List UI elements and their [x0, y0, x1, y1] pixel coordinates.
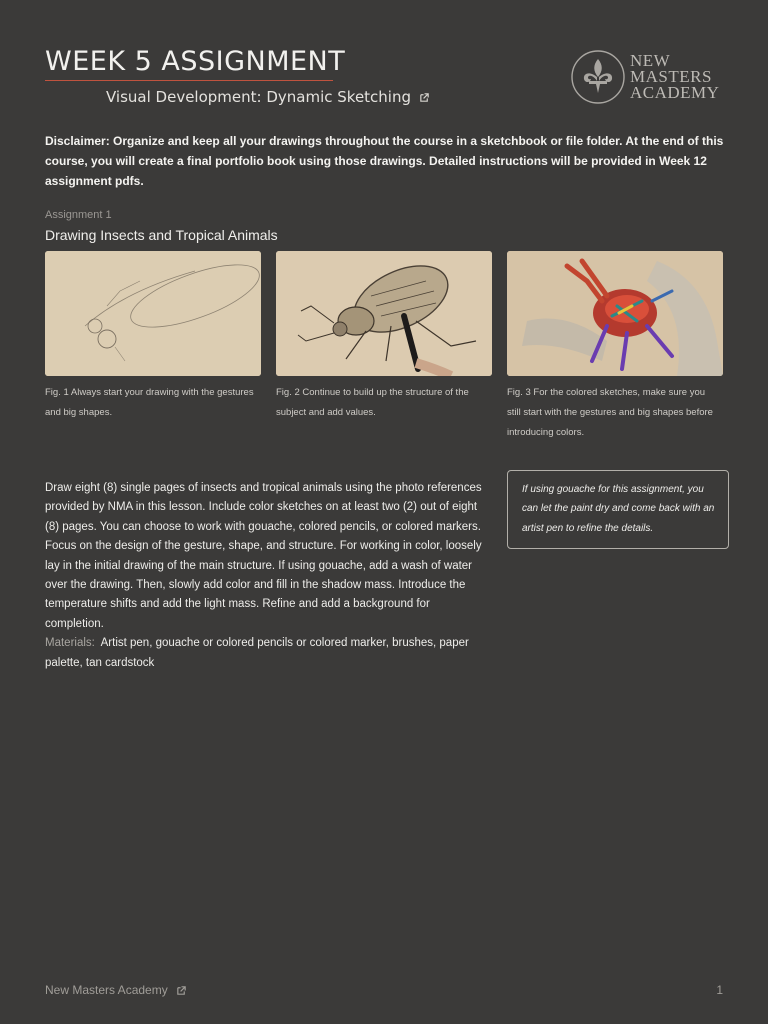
logo-wordmark: NEW MASTERS ACADEMY	[630, 51, 720, 102]
course-subtitle: Visual Development: Dynamic Sketching	[106, 88, 412, 106]
assignment-instructions	[45, 479, 490, 673]
external-link-icon	[419, 92, 430, 103]
page-number: 1	[716, 983, 723, 997]
figure-1-caption: Fig. 1 Always start your drawing with the gestures and big shapes.	[45, 387, 254, 418]
disclaimer-text: Disclaimer: Organize and keep all your drawings throughout the course in a sketchbook or file folder. At the end of this course, you will create a final portfolio book using those drawings. Detailed instructions will be provided in Week 12 assignment pdfs.	[45, 134, 724, 188]
footer-brand: New Masters Academy	[45, 983, 168, 997]
nma-logo	[570, 47, 730, 107]
assignment-title: Drawing Insects and Tropical Animals	[45, 227, 278, 243]
materials-line	[45, 634, 490, 673]
footer-link[interactable]	[45, 983, 187, 997]
figure-3-caption: Fig. 3 For the colored sketches, make sure you still start with the gestures and big shapes before introducing colors.	[507, 387, 713, 438]
materials-label: Materials:	[45, 637, 95, 650]
figure-3-image	[507, 251, 723, 376]
page-title: WEEK 5 ASSIGNMENT	[45, 46, 333, 81]
figure-2-caption: Fig. 2 Continue to build up the structure of the subject and add values.	[276, 387, 469, 418]
course-subtitle-link[interactable]	[106, 88, 430, 106]
fleur-de-lis-icon	[570, 49, 626, 105]
instructions-paragraph: Draw eight (8) single pages of insects and tropical animals using the photo references provided by NMA in this lesson. Include color sketches on at least two (2) out of eight (8) pages. You can choose to work with gouache, colored pencils, or colored markers. Focus on the design of the gesture, shape, and structure. For working in color, loosely lay in the initial drawing of the main structure. If using gouache, add a wash of water over the drawing. Then, slowly add color and fill in the shadow mass. Introduce the temperature shifts and add the light mass. Refine and add a background for completion.	[45, 482, 482, 630]
assignment-label: Assignment 1	[45, 209, 112, 221]
figure-2-image	[276, 251, 492, 376]
gouache-tip-callout: If using gouache for this assignment, you can let the paint dry and come back with an artist pen to refine the details.	[507, 470, 729, 549]
materials-text: Artist pen, gouache or colored pencils or colored marker, brushes, paper palette, tan cardstock	[45, 637, 469, 669]
figure-1-image	[45, 251, 261, 376]
external-link-icon	[176, 985, 187, 996]
